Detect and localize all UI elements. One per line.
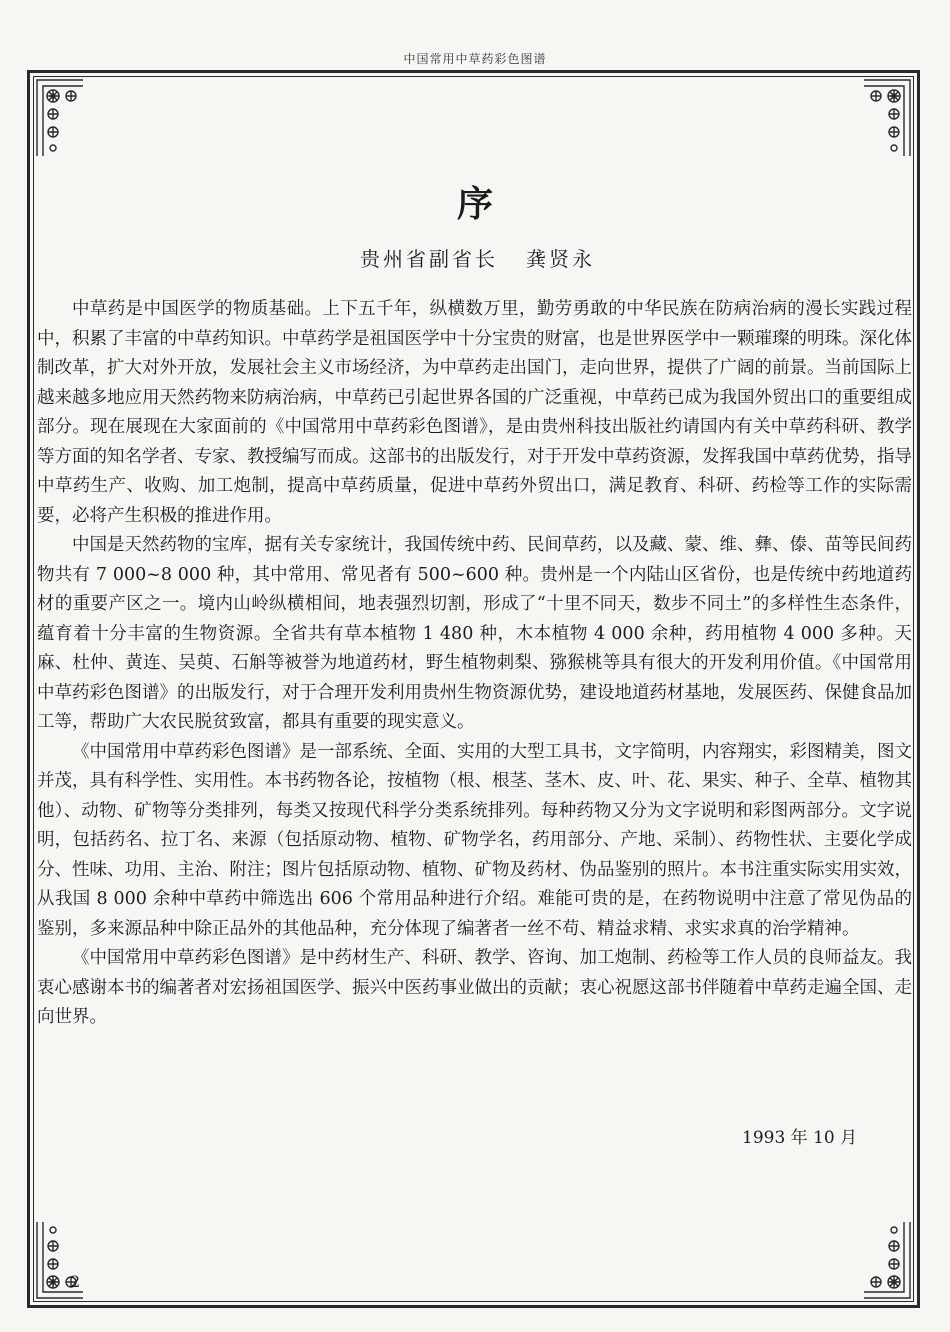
author-position: 贵州省副省长 [360,247,498,271]
author-line [360,243,595,272]
preface-body [37,295,912,1033]
author-name: 龚贤永 [526,247,595,271]
page-title: 序 [456,184,493,225]
page-number: 2 [70,1272,81,1291]
paragraph: 《中国常用中草药彩色图谱》是中药材生产、科研、教学、咨询、加工炮制、药检等工作人员的良师益友。我衷心感谢本书的编著者对宏扬祖国医学、振兴中医药事业做出的贡献；衷心祝愿这部书伴随着中草药走遍全国、走向世界。 [37,948,912,1027]
corner-ornament-bottom-right [860,1218,914,1302]
paragraph: 《中国常用中草药彩色图谱》是一部系统、全面、实用的大型工具书，文字简明，内容翔实，彩图精美，图文并茂，具有科学性、实用性。本书药物各论，按植物（根、根茎、茎木、皮、叶、花、果实、种子、全草、植物其他）、动物、矿物等分类排列，每类又按现代科学分类系统排列。每种药物又分为文字说明和彩图两部分。文字说明，包括药名、拉丁名、来源（包括原动物、植物、矿物学名，药用部分、产地、采制）、药物性状、主要化学成分、性味、功用、主治、附注；图片包括原动物、植物、矿物及药材、伪品鉴别的照片。本书注重实际实用实效，从我国 8 000 余种中草药中筛选出 606 个常用品种进行介绍。难能可贵的是，在药物说明中注意了常见伪品的鉴别，多来源品种中除正品外的其他品种，充分体现了编著者一丝不苟、精益求精、求实求真的治学精神。 [37,741,912,939]
corner-ornament-top-left [33,76,87,160]
running-head: 中国常用中草药彩色图谱 [403,52,547,66]
corner-ornament-top-right [860,76,914,160]
date: 1993 年 10 月 [742,1128,858,1148]
paragraph: 中草药是中国医学的物质基础。上下五千年，纵横数万里，勤劳勇敢的中华民族在防病治病的漫长实践过程中，积累了丰富的中草药知识。中草药学是祖国医学中十分宝贵的财富，也是世界医学中一颗璀璨的明珠。深化体制改革，扩大对外开放，发展社会主义市场经济，为中草药走出国门，走向世界，提供了广阔的前景。当前国际上越来越多地应用天然药物来防病治病，中草药已引起世界各国的广泛重视，中草药已成为我国外贸出口的重要组成部分。现在展现在大家面前的《中国常用中草药彩色图谱》，是由贵州科技出版社约请国内有关中草药科研、教学等方面的知名学者、专家、教授编写而成。这部书的出版发行，对于开发中草药资源，发挥我国中草药优势，指导中草药生产、收购、加工炮制，提高中草药质量，促进中草药外贸出口，满足教育、科研、药检等工作的实际需要，必将产生积极的推进作用。 [37,299,912,526]
paragraph: 中国是天然药物的宝库，据有关专家统计，我国传统中药、民间草药，以及藏、蒙、维、彝、傣、苗等民间药物共有 7 000~8 000 种，其中常用、常见者有 500~600 种。贵州是一个内陆山区省份，也是传统中药地道药材的重要产区之一。境内山岭纵横相间，地表强烈切割，形成了“十里不同天，数步不同土”的多样性生态条件，蕴育着十分丰富的生物资源。全省共有草本植物 1 480 种，木本植物 4 000 余种，药用植物 4 000 多种。天麻、杜仲、黄连、吴萸、石斛等被誉为地道药材，野生植物刺梨、猕猴桃等具有很大的开发利用价值。《中国常用中草药彩色图谱》的出版发行，对于合理开发利用贵州生物资源优势，建设地道药材基地，发展医药、保健食品加工等，帮助广大农民脱贫致富，都具有重要的现实意义。 [37,535,912,732]
